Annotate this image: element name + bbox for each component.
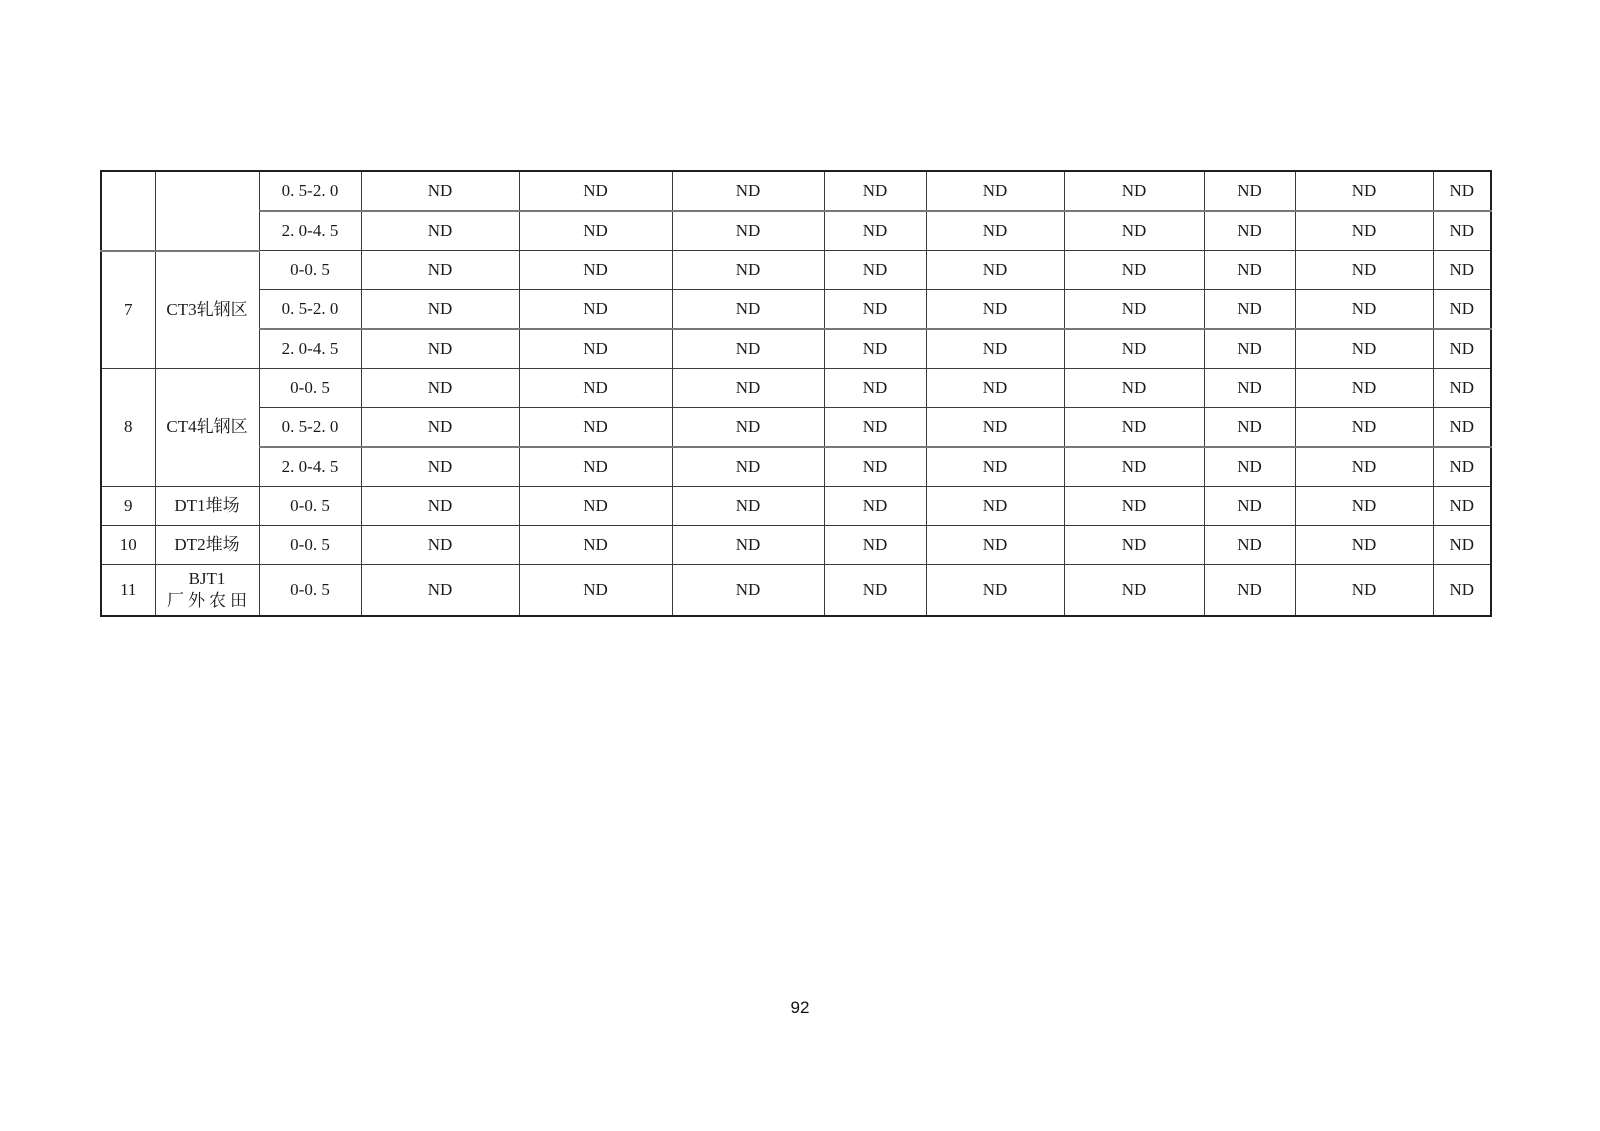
nd-value-cell: ND [519,290,672,330]
nd-value-cell: ND [926,369,1064,408]
nd-value-cell: ND [824,171,926,211]
nd-value-cell: ND [1204,290,1295,330]
table-row [101,447,1491,487]
nd-value-cell: ND [926,526,1064,565]
nd-value-cell: ND [1433,211,1491,251]
site-name-line: DT2堆场 [174,534,240,554]
nd-value-cell: ND [824,290,926,330]
nd-value-cell: ND [1295,565,1433,617]
nd-value-cell: ND [1295,171,1433,211]
depth-interval-cell: 2. 0-4. 5 [259,211,361,251]
table-row [101,211,1491,251]
depth-interval-cell: 2. 0-4. 5 [259,447,361,487]
nd-value-cell: ND [1295,211,1433,251]
nd-value-cell: ND [361,447,519,487]
table-row [101,171,1491,211]
nd-value-cell: ND [1433,565,1491,617]
nd-value-cell: ND [672,447,824,487]
table-row [101,329,1491,369]
depth-interval-cell: 0-0. 5 [259,526,361,565]
table-row [101,290,1491,330]
table-body [101,171,1491,616]
row-number-cell: 8 [101,369,155,487]
nd-value-cell: ND [824,447,926,487]
row-number-cell: 11 [101,565,155,617]
nd-value-cell: ND [1204,251,1295,290]
site-name-cell [155,369,259,487]
nd-value-cell: ND [926,251,1064,290]
nd-value-cell: ND [1064,408,1204,448]
nd-value-cell: ND [1433,290,1491,330]
nd-value-cell: ND [1064,369,1204,408]
table-row [101,526,1491,565]
site-name-line: CT3轧钢区 [166,299,248,319]
nd-value-cell: ND [1295,290,1433,330]
depth-interval-cell: 0-0. 5 [259,487,361,526]
table-row [101,251,1491,290]
table-row [101,408,1491,448]
nd-value-cell: ND [519,565,672,617]
table-row [101,565,1491,617]
nd-value-cell: ND [361,408,519,448]
nd-value-cell: ND [1204,487,1295,526]
nd-value-cell: ND [1204,171,1295,211]
nd-value-cell: ND [824,369,926,408]
nd-value-cell: ND [672,171,824,211]
nd-value-cell: ND [824,251,926,290]
nd-value-cell: ND [361,565,519,617]
nd-value-cell: ND [519,408,672,448]
nd-value-cell: ND [926,329,1064,369]
nd-value-cell: ND [519,526,672,565]
depth-interval-cell: 0. 5-2. 0 [259,290,361,330]
nd-value-cell: ND [361,487,519,526]
nd-value-cell: ND [672,487,824,526]
nd-value-cell: ND [1204,526,1295,565]
nd-value-cell: ND [926,408,1064,448]
nd-value-cell: ND [926,565,1064,617]
nd-value-cell: ND [519,211,672,251]
nd-value-cell: ND [1295,329,1433,369]
depth-interval-cell: 0. 5-2. 0 [259,171,361,211]
site-name-line: BJT1 [188,568,226,588]
nd-value-cell: ND [1064,526,1204,565]
nd-value-cell: ND [824,211,926,251]
nd-value-cell: ND [1433,329,1491,369]
nd-value-cell: ND [1433,526,1491,565]
nd-value-cell: ND [1064,171,1204,211]
row-number-cell: 7 [101,251,155,369]
nd-value-cell: ND [1433,447,1491,487]
nd-value-cell: ND [1204,329,1295,369]
row-number-cell: 9 [101,487,155,526]
nd-value-cell: ND [361,329,519,369]
nd-value-cell: ND [519,329,672,369]
nd-value-cell: ND [1064,251,1204,290]
nd-value-cell: ND [926,171,1064,211]
site-name-cell [155,251,259,369]
site-name-cell [155,565,259,617]
nd-value-cell: ND [1433,487,1491,526]
site-name-line: DT1堆场 [174,495,240,515]
nd-value-cell: ND [361,211,519,251]
nd-value-cell: ND [361,251,519,290]
depth-interval-cell: 0-0. 5 [259,251,361,290]
nd-value-cell: ND [672,251,824,290]
nd-value-cell: ND [361,290,519,330]
nd-value-cell: ND [926,487,1064,526]
nd-value-cell: ND [1295,487,1433,526]
depth-interval-cell: 0-0. 5 [259,565,361,617]
nd-value-cell: ND [1295,251,1433,290]
soil-sample-results-table [100,170,1492,617]
site-name-cell [155,487,259,526]
nd-value-cell: ND [1064,329,1204,369]
nd-value-cell: ND [824,329,926,369]
nd-value-cell: ND [361,369,519,408]
nd-value-cell: ND [361,171,519,211]
nd-value-cell: ND [1295,447,1433,487]
nd-value-cell: ND [1064,211,1204,251]
nd-value-cell: ND [824,526,926,565]
nd-value-cell: ND [1295,526,1433,565]
site-name-line: 厂外农田 [167,591,251,610]
nd-value-cell: ND [672,369,824,408]
nd-value-cell: ND [672,290,824,330]
nd-value-cell: ND [672,329,824,369]
nd-value-cell: ND [1064,487,1204,526]
nd-value-cell: ND [672,211,824,251]
nd-value-cell: ND [1295,408,1433,448]
nd-value-cell: ND [1433,408,1491,448]
nd-value-cell: ND [926,290,1064,330]
depth-interval-cell: 0-0. 5 [259,369,361,408]
nd-value-cell: ND [824,565,926,617]
nd-value-cell: ND [824,487,926,526]
nd-value-cell: ND [1064,290,1204,330]
nd-value-cell: ND [1204,211,1295,251]
nd-value-cell: ND [519,251,672,290]
row-number-cell [101,171,155,251]
nd-value-cell: ND [1204,565,1295,617]
nd-value-cell: ND [519,487,672,526]
depth-interval-cell: 2. 0-4. 5 [259,329,361,369]
nd-value-cell: ND [519,369,672,408]
nd-value-cell: ND [1433,369,1491,408]
depth-interval-cell: 0. 5-2. 0 [259,408,361,448]
nd-value-cell: ND [519,447,672,487]
nd-value-cell: ND [1204,447,1295,487]
table-row [101,487,1491,526]
row-number-cell: 10 [101,526,155,565]
nd-value-cell: ND [1204,369,1295,408]
nd-value-cell: ND [1064,447,1204,487]
nd-value-cell: ND [672,526,824,565]
site-name-cell [155,171,259,251]
table-row [101,369,1491,408]
nd-value-cell: ND [1204,408,1295,448]
nd-value-cell: ND [1064,565,1204,617]
site-name-line: CT4轧钢区 [166,417,248,437]
page-number: 92 [790,998,810,1017]
nd-value-cell: ND [361,526,519,565]
nd-value-cell: ND [519,171,672,211]
nd-value-cell: ND [926,211,1064,251]
nd-value-cell: ND [672,408,824,448]
nd-value-cell: ND [672,565,824,617]
nd-value-cell: ND [926,447,1064,487]
nd-value-cell: ND [1433,251,1491,290]
nd-value-cell: ND [1295,369,1433,408]
nd-value-cell: ND [1433,171,1491,211]
site-name-cell [155,526,259,565]
nd-value-cell: ND [824,408,926,448]
